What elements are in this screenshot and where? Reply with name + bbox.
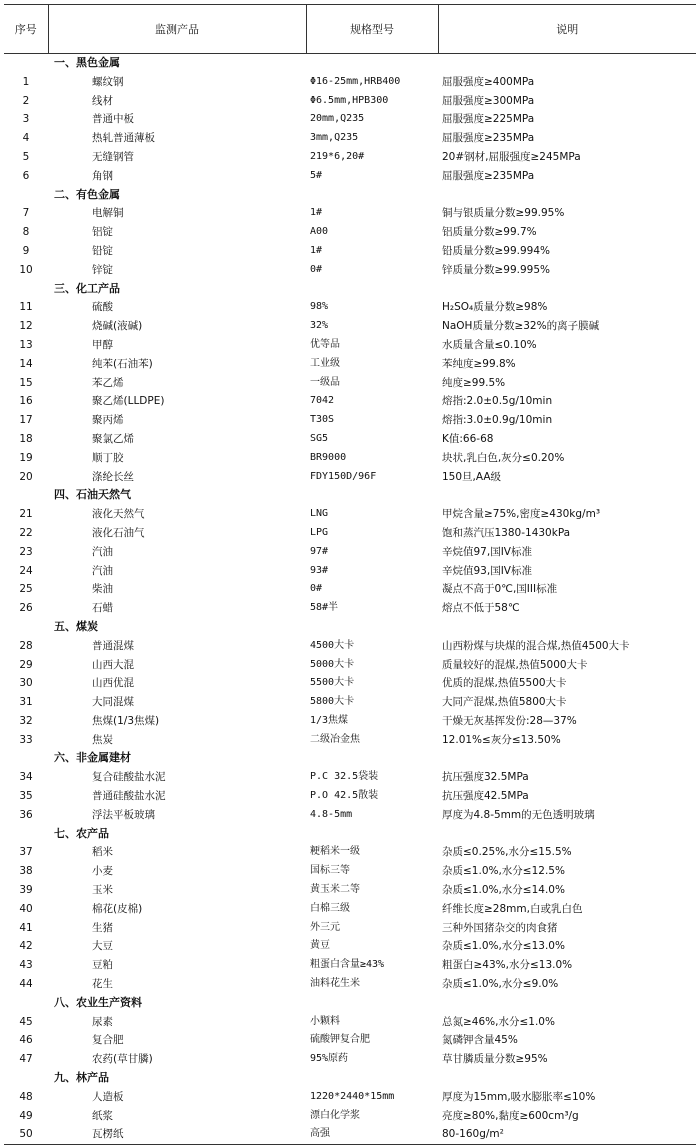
product-name: 稻米: [92, 846, 113, 859]
description: 熔指:2.0±0.5g/10min: [442, 395, 553, 408]
category-row: [4, 749, 696, 768]
product-name: 汽油: [92, 564, 113, 577]
product-name: 液化石油气: [92, 526, 145, 539]
product-name: 人造板: [92, 1090, 124, 1103]
product-name: 涤纶长丝: [92, 470, 134, 483]
row-index: 37: [19, 846, 33, 859]
spec-model: 黄玉米二等: [310, 884, 360, 896]
description: 粗蛋白≥43%,水分≤13.0%: [442, 959, 573, 972]
product-name: 山西优混: [92, 677, 134, 690]
spec-model: 白棉三级: [310, 902, 350, 914]
spec-model: 0#: [310, 263, 323, 275]
description: 草甘膦质量分数≥95%: [442, 1053, 548, 1066]
row-index: 18: [19, 432, 33, 445]
row-index: 42: [19, 940, 33, 953]
row-index: 32: [19, 714, 33, 727]
row-index: 41: [19, 921, 33, 934]
table-row: [4, 505, 696, 524]
product-name: 复合硅酸盐水泥: [92, 771, 166, 784]
table-row: [4, 204, 696, 223]
category-title: 二、有色金属: [54, 187, 120, 201]
spec-model: BR9000: [310, 451, 347, 463]
table-row: [4, 430, 696, 449]
row-index: 49: [19, 1109, 33, 1122]
table-row: [4, 656, 696, 675]
row-index: 29: [19, 658, 33, 671]
spec-model: 97#: [310, 545, 329, 557]
description: 熔指:3.0±0.9g/10min: [442, 414, 553, 427]
product-name: 角钢: [92, 169, 113, 182]
row-index: 13: [19, 338, 33, 351]
table-row: [4, 599, 696, 618]
category-title: 七、农产品: [54, 826, 109, 840]
table-row: [4, 1031, 696, 1050]
category-row: [4, 486, 696, 505]
category-title: 八、农业生产资料: [54, 995, 142, 1009]
spec-model: 0#: [310, 583, 323, 595]
product-name: 普通硅酸盐水泥: [92, 790, 166, 803]
table-row: [4, 674, 696, 693]
table-row: [4, 355, 696, 374]
table-row: [4, 129, 696, 148]
spec-model: 黄豆: [310, 940, 330, 952]
product-name: 热轧普通薄板: [92, 132, 155, 145]
row-index: 43: [19, 959, 33, 972]
product-name: 硫酸: [92, 301, 113, 314]
description: 铜与银质量分数≥99.95%: [442, 207, 565, 220]
description: 80-160g/m²: [438, 1125, 696, 1144]
description: 总氮≥46%,水分≤1.0%: [442, 1015, 555, 1028]
product-name: 液化天然气: [92, 508, 145, 521]
spec-model: LPG: [310, 526, 329, 538]
product-name: 大同混煤: [92, 696, 134, 709]
spec-model: 1#: [310, 207, 323, 219]
table-row: [4, 317, 696, 336]
product-name: 尿素: [92, 1015, 113, 1028]
spec-model: 4500大卡: [310, 639, 355, 651]
spec-model: 3mm,Q235: [310, 132, 359, 144]
description: 优质的混煤,热值5500大卡: [442, 677, 567, 690]
product-name: 铅锭: [92, 244, 113, 257]
row-index: 36: [19, 808, 33, 821]
spec-model: 粳稻米一级: [310, 846, 360, 858]
spec-model: Φ16-25mm,HRB400: [310, 75, 401, 87]
description: 三种外国猪杂交的肉食猪: [442, 921, 558, 934]
spec-model: 58#半: [310, 602, 339, 614]
description: 杂质≤1.0%,水分≤14.0%: [442, 884, 565, 897]
description: 辛烷值97,国IV标准: [442, 545, 532, 558]
product-name: 柴油: [92, 583, 113, 596]
product-name: 烧碱(液碱): [92, 320, 143, 333]
row-index: 31: [19, 696, 33, 709]
description: 块状,乳白色,灰分≤0.20%: [442, 451, 565, 464]
table-row: [4, 693, 696, 712]
table-row: [4, 919, 696, 938]
spec-model: 20mm,Q235: [310, 113, 365, 125]
description: 抗压强度32.5MPa: [442, 771, 529, 784]
product-name: 锌锭: [92, 263, 113, 276]
spec-model: 硫酸钾复合肥: [310, 1034, 370, 1046]
category-row: [4, 618, 696, 637]
description: 纯度≥99.5%: [442, 376, 506, 389]
product-name: 苯乙烯: [92, 376, 124, 389]
table-body: [4, 54, 696, 1145]
spec-model: 1220*2440*15mm: [310, 1090, 395, 1102]
spec-model: 工业级: [310, 357, 340, 369]
category-spacer: [4, 749, 48, 768]
product-name: 聚乙烯(LLDPE): [92, 395, 165, 408]
row-index: 16: [19, 395, 33, 408]
spec-model: P.C 32.5袋装: [310, 771, 379, 783]
table-row: [4, 731, 696, 750]
category-row: [4, 825, 696, 844]
table-row: [4, 562, 696, 581]
table-row: [4, 468, 696, 487]
row-index: 6: [22, 169, 30, 182]
description: 饱和蒸汽压1380-1430kPa: [442, 526, 571, 539]
category-title: 四、石油天然气: [54, 488, 131, 502]
description: 屈服强度≥400MPa: [442, 75, 535, 88]
description: 山西粉煤与块煤的混合煤,热值4500大卡: [442, 639, 630, 652]
category-row: [4, 280, 696, 299]
description: 杂质≤1.0%,水分≤13.0%: [442, 940, 565, 953]
row-index: 7: [22, 207, 30, 220]
spec-model: 32%: [310, 320, 329, 332]
product-name: 玉米: [92, 884, 113, 897]
table-row: [4, 524, 696, 543]
category-title: 九、林产品: [54, 1071, 109, 1085]
header-spec: 规格型号: [306, 5, 438, 54]
table-row: [4, 843, 696, 862]
table-header-row: [4, 5, 696, 54]
category-spacer: [4, 994, 48, 1013]
category-row: [4, 994, 696, 1013]
spec-model: 5500大卡: [310, 677, 355, 689]
row-index: 45: [19, 1015, 33, 1028]
table-row: [4, 543, 696, 562]
header-description: 说明: [438, 5, 696, 54]
product-name: 农药(草甘膦): [92, 1053, 153, 1066]
description: 杂质≤1.0%,水分≤12.5%: [442, 865, 565, 878]
description: 纤维长度≥28mm,白或乳白色: [442, 902, 583, 915]
row-index: 10: [19, 263, 33, 276]
table-row: [4, 975, 696, 994]
spec-model: 93#: [310, 564, 329, 576]
product-name: 无缝钢管: [92, 150, 134, 163]
header-product: 监测产品: [48, 5, 306, 54]
table-row: [4, 110, 696, 129]
row-index: 34: [19, 771, 33, 784]
product-name: 焦煤(1/3焦煤): [92, 714, 160, 727]
spec-model: 1#: [310, 244, 323, 256]
description: 杂质≤1.0%,水分≤9.0%: [442, 978, 559, 991]
description: 氮磷钾含量45%: [442, 1034, 518, 1047]
row-index: 50: [4, 1125, 48, 1144]
row-index: 9: [22, 244, 30, 257]
spec-model: 7042: [310, 395, 335, 407]
product-name: 大豆: [92, 940, 113, 953]
row-index: 22: [19, 526, 33, 539]
description: 亮度≥80%,黏度≥600cm³/g: [442, 1109, 579, 1122]
table-row: [4, 956, 696, 975]
table-row: [4, 768, 696, 787]
category-spacer: [4, 1069, 48, 1088]
product-name: 瓦楞纸: [48, 1125, 306, 1144]
description: 辛烷值93,国IV标准: [442, 564, 532, 577]
description: 凝点不高于0℃,国III标准: [442, 583, 558, 596]
product-name: 棉花(皮棉): [92, 902, 143, 915]
table-row: [4, 637, 696, 656]
product-name: 豆粕: [92, 959, 113, 972]
product-name: 焦炭: [92, 733, 113, 746]
row-index: 38: [19, 865, 33, 878]
category-spacer: [4, 825, 48, 844]
row-index: 26: [19, 602, 33, 615]
product-name: 生猪: [92, 921, 113, 934]
row-index: 28: [19, 639, 33, 652]
spec-model: 优等品: [310, 338, 340, 350]
row-index: 44: [19, 978, 33, 991]
spec-model: 油料花生米: [310, 978, 360, 990]
product-name: 电解铜: [92, 207, 124, 220]
row-index: 4: [22, 132, 30, 145]
row-index: 3: [22, 113, 30, 126]
row-index: 11: [19, 301, 33, 314]
spec-model: 5#: [310, 169, 323, 181]
spec-model: 4.8-5mm: [310, 808, 353, 820]
product-name: 纯苯(石油苯): [92, 357, 153, 370]
table-row: [4, 242, 696, 261]
spec-model: Φ6.5mm,HPB300: [310, 94, 389, 106]
table-row: [4, 73, 696, 92]
product-name: 聚氯乙烯: [92, 432, 134, 445]
table-row: [4, 862, 696, 881]
row-index: 8: [22, 226, 30, 239]
header-index: 序号: [4, 5, 48, 54]
spec-model: 1/3焦煤: [310, 714, 349, 726]
description: 屈服强度≥225MPa: [442, 113, 535, 126]
product-name: 铝锭: [92, 226, 113, 239]
product-name: 小麦: [92, 865, 113, 878]
description: 大同产混煤,热值5800大卡: [442, 696, 567, 709]
product-name: 纸浆: [92, 1109, 113, 1122]
description: 苯纯度≥99.8%: [442, 357, 516, 370]
row-index: 12: [19, 320, 33, 333]
description: H₂SO₄质量分数≥98%: [442, 301, 548, 314]
description: 质量较好的混煤,热值5000大卡: [442, 658, 588, 671]
row-index: 30: [19, 677, 33, 690]
table-row: [4, 92, 696, 111]
spec-model: 漂白化学浆: [310, 1109, 360, 1121]
row-index: 19: [19, 451, 33, 464]
product-name: 汽油: [92, 545, 113, 558]
row-index: 2: [22, 94, 30, 107]
table-row: [4, 1125, 696, 1144]
table-row: [4, 900, 696, 919]
spec-model: FDY150D/96F: [310, 470, 377, 482]
spec-model: 粗蛋白含量≥43%: [310, 959, 385, 971]
row-index: 47: [19, 1053, 33, 1066]
row-index: 21: [19, 508, 33, 521]
category-spacer: [4, 280, 48, 299]
product-name: 山西大混: [92, 658, 134, 671]
table-row: [4, 298, 696, 317]
category-spacer: [4, 486, 48, 505]
row-index: 15: [19, 376, 33, 389]
category-row: [4, 54, 696, 73]
row-index: 24: [19, 564, 33, 577]
description: 铝质量分数≥99.7%: [442, 226, 537, 239]
spec-model: A00: [310, 226, 329, 238]
spec-model: P.O 42.5散装: [310, 790, 379, 802]
spec-model: 一级品: [310, 376, 340, 388]
spec-model: SG5: [310, 432, 329, 444]
table-row: [4, 712, 696, 731]
product-name: 复合肥: [92, 1034, 124, 1047]
row-index: 23: [19, 545, 33, 558]
product-name: 石蜡: [92, 602, 113, 615]
table-row: [4, 148, 696, 167]
spec-model: 二级冶金焦: [310, 733, 360, 745]
category-spacer: [4, 54, 48, 73]
spec-model: 高强: [306, 1125, 438, 1144]
description: 屈服强度≥300MPa: [442, 94, 535, 107]
category-row: [4, 1069, 696, 1088]
row-index: 46: [19, 1034, 33, 1047]
spec-model: 98%: [310, 301, 329, 313]
category-title: 六、非金属建材: [54, 751, 131, 765]
description: 厚度为15mm,吸水膨胀率≤10%: [442, 1090, 596, 1103]
table-row: [4, 937, 696, 956]
category-title: 五、煤炭: [54, 619, 98, 633]
product-name: 普通混煤: [92, 639, 134, 652]
spec-model: 95%原药: [310, 1053, 349, 1065]
product-name: 花生: [92, 978, 113, 991]
description: 干燥无灰基挥发份:28—37%: [442, 714, 577, 727]
description: 甲烷含量≥75%,密度≥430kg/m³: [442, 508, 601, 521]
description: K值:66-68: [442, 432, 494, 445]
description: 12.01%≤灰分≤13.50%: [442, 733, 561, 746]
product-name: 顺丁胶: [92, 451, 124, 464]
spec-model: 5000大卡: [310, 658, 355, 670]
description: 铅质量分数≥99.994%: [442, 244, 551, 257]
description: 20#钢材,屈服强度≥245MPa: [442, 150, 581, 163]
table-row: [4, 223, 696, 242]
product-monitoring-table: [4, 4, 696, 1145]
table-row: [4, 167, 696, 186]
row-index: 14: [19, 357, 33, 370]
description: 屈服强度≥235MPa: [442, 169, 535, 182]
row-index: 5: [22, 150, 30, 163]
table-row: [4, 881, 696, 900]
row-index: 25: [19, 583, 33, 596]
row-index: 48: [19, 1090, 33, 1103]
spec-model: 219*6,20#: [310, 150, 365, 162]
table-row: [4, 374, 696, 393]
product-name: 浮法平板玻璃: [92, 808, 155, 821]
category-title: 一、黑色金属: [54, 56, 120, 69]
table-row: [4, 336, 696, 355]
row-index: 33: [19, 733, 33, 746]
row-index: 40: [19, 902, 33, 915]
table-row: [4, 580, 696, 599]
row-index: 35: [19, 790, 33, 803]
table-row: [4, 1107, 696, 1126]
product-name: 甲醇: [92, 338, 113, 351]
description: 熔点不低于58℃: [442, 602, 520, 615]
category-row: [4, 186, 696, 205]
table-row: [4, 1013, 696, 1032]
spec-model: 5800大卡: [310, 696, 355, 708]
product-name: 线材: [92, 94, 113, 107]
table-row: [4, 411, 696, 430]
table-row: [4, 392, 696, 411]
spec-model: LNG: [310, 508, 329, 520]
category-spacer: [4, 618, 48, 637]
description: 杂质≤0.25%,水分≤15.5%: [442, 846, 572, 859]
table-row: [4, 1050, 696, 1069]
spec-model: T30S: [310, 414, 335, 426]
spec-model: 小颗料: [310, 1015, 340, 1027]
description: 抗压强度42.5MPa: [442, 790, 529, 803]
description: NaOH质量分数≥32%的离子膜碱: [442, 320, 600, 333]
description: 水质量含量≤0.10%: [442, 338, 537, 351]
product-name: 螺纹钢: [92, 75, 124, 88]
row-index: 39: [19, 884, 33, 897]
table-row: [4, 261, 696, 280]
row-index: 1: [22, 75, 30, 88]
description: 屈服强度≥235MPa: [442, 132, 535, 145]
row-index: 17: [19, 414, 33, 427]
description: 锌质量分数≥99.995%: [442, 263, 551, 276]
category-title: 三、化工产品: [54, 281, 120, 295]
category-spacer: [4, 186, 48, 205]
description: 厚度为4.8-5mm的无色透明玻璃: [442, 808, 595, 821]
product-name: 普通中板: [92, 113, 134, 126]
table-row: [4, 1088, 696, 1107]
table-row: [4, 806, 696, 825]
description: 150旦,AA级: [442, 470, 502, 483]
spec-model: 外三元: [310, 921, 340, 933]
product-name: 聚丙烯: [92, 414, 124, 427]
table-row: [4, 787, 696, 806]
row-index: 20: [19, 470, 33, 483]
table-row: [4, 449, 696, 468]
spec-model: 国标三等: [310, 865, 350, 877]
